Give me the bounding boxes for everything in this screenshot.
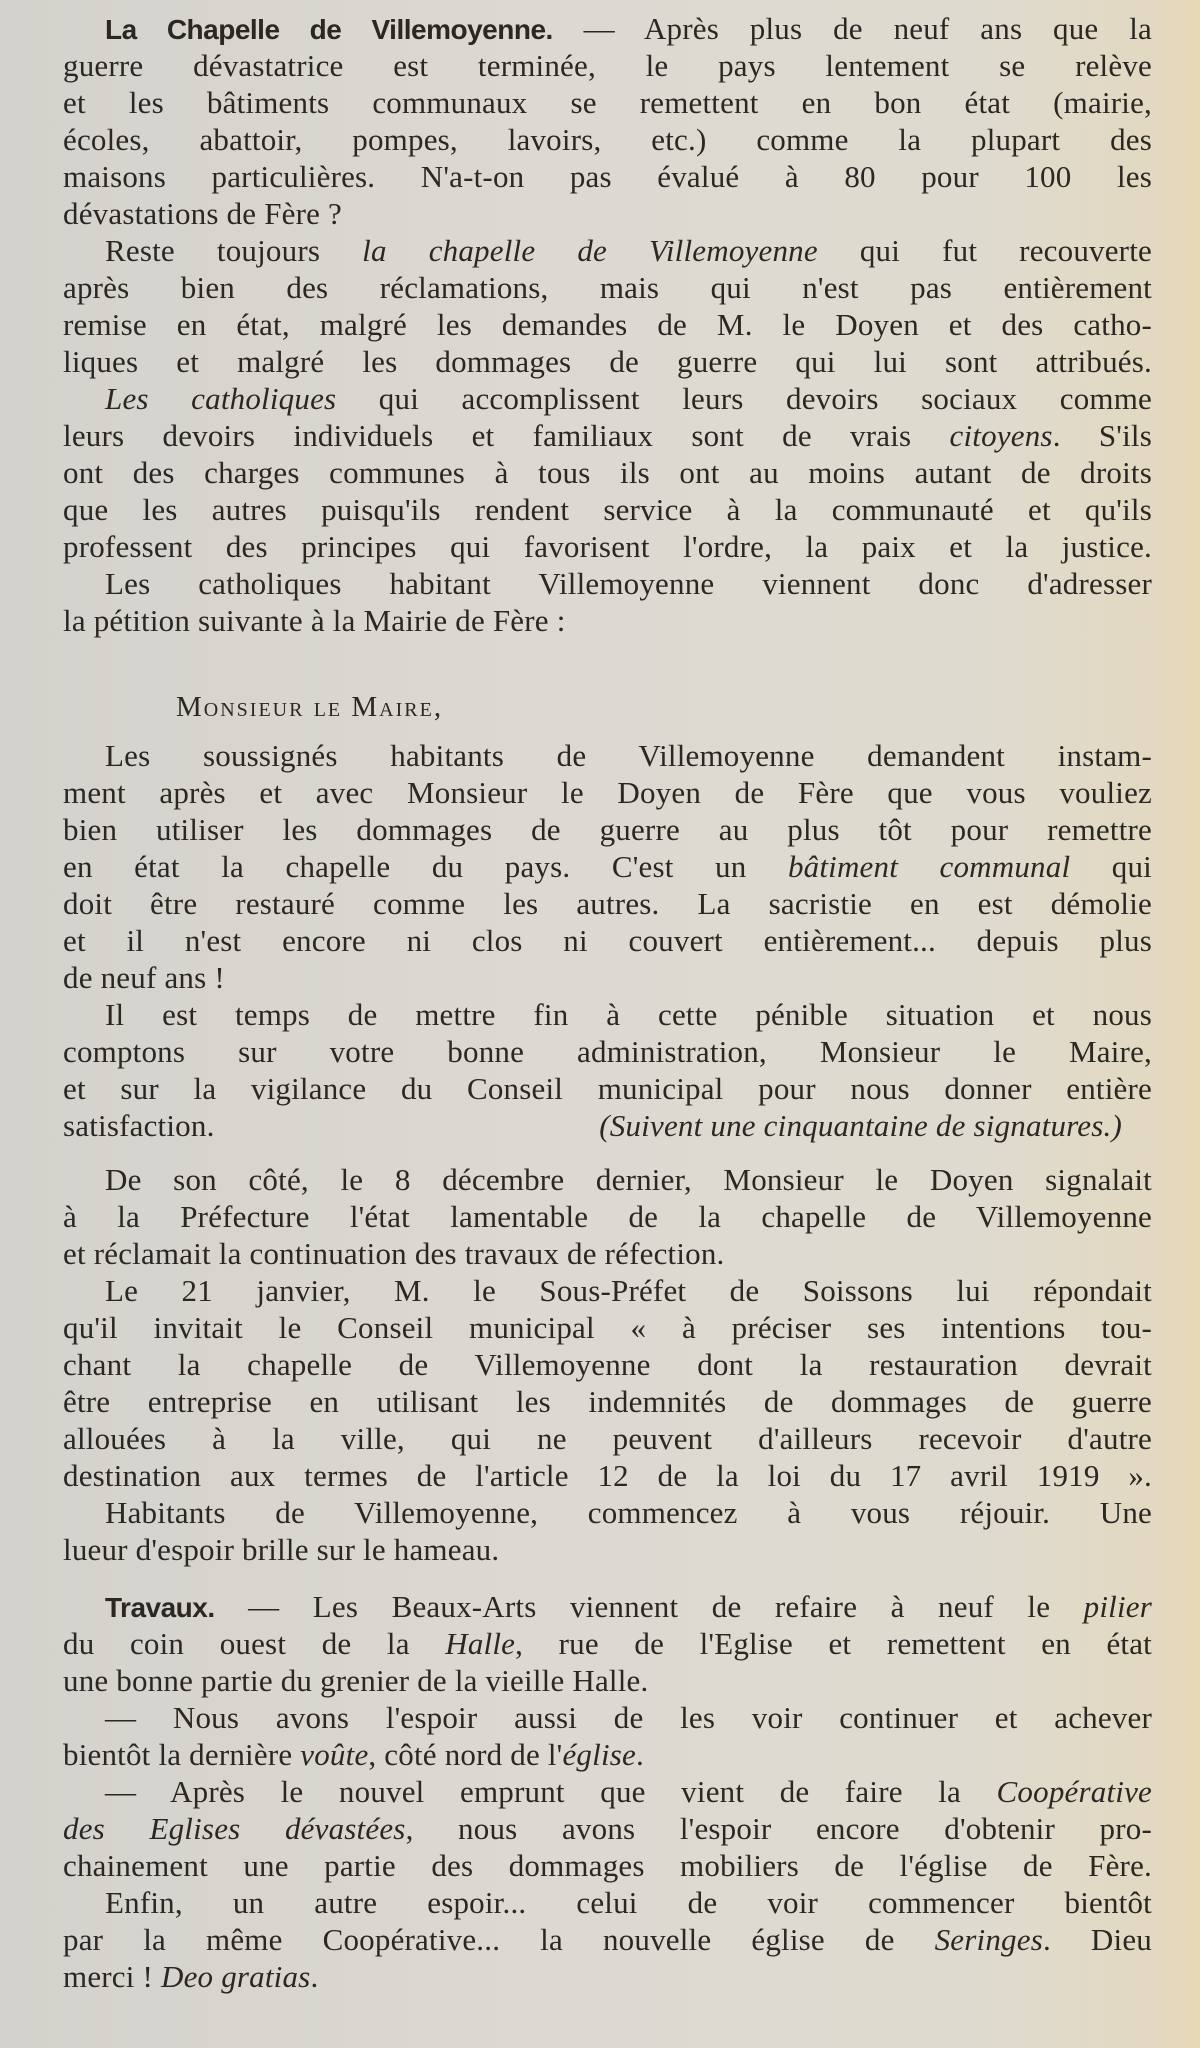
- text-segment: ont des charges communes à tous ils ont au moins autant de droits: [63, 455, 1152, 490]
- text-segment: la pétition suivante à la Mairie de Fère :: [63, 603, 566, 638]
- emphasis-text: des Eglises dévastées: [63, 1811, 406, 1846]
- text-line: [63, 1161, 1152, 1198]
- text-segment: maisons particulières. N'a-t-on pas évalué à 80 pour 100 les: [63, 159, 1152, 194]
- emphasis-text: Les catholiques: [105, 381, 337, 416]
- section-travaux: [63, 1588, 1152, 1995]
- text-line: [63, 343, 1152, 380]
- text-line: [63, 417, 1152, 454]
- text-segment: être entreprise en utilisant les indemnités de dommages de guerre: [63, 1384, 1152, 1419]
- text-segment: après bien des réclamations, mais qui n'est pas entièrement: [63, 270, 1152, 305]
- text-segment: par la même Coopérative... la nouvelle église de: [63, 1922, 935, 1957]
- emphasis-text: bâtiment communal: [787, 849, 1071, 884]
- text-line: [63, 1457, 1152, 1494]
- section-heading: La Chapelle de Villemoyenne.: [105, 14, 553, 45]
- text-segment: — Après le nouvel emprunt que vient de faire la: [105, 1774, 997, 1809]
- emphasis-text: Seringes: [934, 1922, 1043, 1957]
- text-line: [63, 1346, 1152, 1383]
- text-segment: .: [635, 1737, 644, 1772]
- text-line: [63, 1198, 1152, 1235]
- emphasis-text: voûte: [300, 1737, 369, 1772]
- section-prefecture-response: [63, 1161, 1152, 1568]
- text-segment: comptons sur votre bonne administration, Monsieur le Maire,: [63, 1034, 1152, 1069]
- text-line: [63, 454, 1152, 491]
- text-segment: liques et malgré les dommages de guerre qui lui sont attribués.: [63, 344, 1152, 379]
- text-segment: et il n'est encore ni clos ni couvert entièrement... depuis plus: [63, 923, 1152, 958]
- emphasis-text: église: [562, 1737, 636, 1772]
- text-line: [63, 380, 1152, 417]
- text-line: [63, 737, 1152, 774]
- text-line: [63, 1383, 1152, 1420]
- text-line: [63, 1847, 1152, 1884]
- text-line: [63, 1921, 1152, 1958]
- text-segment: que les autres puisqu'ils rendent service à la communauté et qu'ils: [63, 492, 1152, 527]
- text-line: [63, 1309, 1152, 1346]
- text-line: [63, 811, 1152, 848]
- text-line: [63, 1272, 1152, 1309]
- text-line: [63, 885, 1152, 922]
- text-segment: Enfin, un autre espoir... celui de voir commencer bientôt: [105, 1885, 1152, 1920]
- text-segment: chainement une partie des dommages mobiliers de l'église de Fère.: [63, 1848, 1152, 1883]
- text-segment: Le 21 janvier, M. le Sous-Préfet de Soissons lui répondait: [105, 1273, 1152, 1308]
- text-line: [63, 922, 1152, 959]
- emphasis-text: (Suivent une cinquantaine de signatures.): [599, 1108, 1122, 1143]
- text-line: [63, 848, 1152, 885]
- text-segment: bien utiliser les dommages de guerre au plus tôt pour remettre: [63, 812, 1152, 847]
- text-segment: — Nous avons l'espoir aussi de les voir continuer et achever: [105, 1700, 1152, 1735]
- text-segment: allouées à la ville, qui ne peuvent d'ailleurs recevoir d'autre: [63, 1421, 1152, 1456]
- section-petition-letter: [63, 737, 1152, 1144]
- text-segment: — Après plus de neuf ans que la: [552, 11, 1152, 46]
- emphasis-text: citoyens: [949, 418, 1053, 453]
- emphasis-text: Halle: [445, 1626, 516, 1661]
- emphasis-text: Coopérative: [996, 1774, 1152, 1809]
- text-segment: du coin ouest de la: [63, 1626, 446, 1661]
- text-line: [63, 269, 1152, 306]
- text-line: [63, 121, 1152, 158]
- text-segment: guerre dévastatrice est terminée, le pays lentement se relève: [63, 48, 1152, 83]
- text-segment: remise en état, malgré les demandes de M. le Doyen et des catho-: [63, 307, 1152, 342]
- text-line: [63, 565, 1152, 602]
- text-line: [63, 47, 1152, 84]
- text-line: [63, 1420, 1152, 1457]
- text-segment: chant la chapelle de Villemoyenne dont la restauration devrait: [63, 1347, 1152, 1382]
- text-line: [63, 84, 1152, 121]
- text-segment: Habitants de Villemoyenne, commencez à vous réjouir. Une: [105, 1495, 1152, 1530]
- section-chapelle-intro: [63, 10, 1152, 639]
- text-segment: destination aux termes de l'article 12 de la loi du 17 avril 1919 ».: [63, 1458, 1152, 1493]
- text-line: [63, 602, 1152, 639]
- text-segment: bientôt la dernière: [63, 1737, 301, 1772]
- text-line: [63, 1033, 1152, 1070]
- emphasis-text: la chapelle de Villemoyenne: [362, 233, 818, 268]
- text-line: [63, 528, 1152, 565]
- text-line: [63, 1958, 1152, 1995]
- text-segment: qui: [1070, 849, 1152, 884]
- text-segment: en état la chapelle du pays. C'est un: [63, 849, 788, 884]
- text-segment: Il est temps de mettre fin à cette pénible situation et nous: [105, 997, 1152, 1032]
- text-segment: une bonne partie du grenier de la vieille Halle.: [63, 1663, 649, 1698]
- text-segment: . S'ils: [1052, 418, 1152, 453]
- text-line: [63, 195, 1152, 232]
- text-line: [63, 1884, 1152, 1921]
- text-line: [63, 1625, 1152, 1662]
- text-segment: , nous avons l'espoir encore d'obtenir pro-: [405, 1811, 1152, 1846]
- letter-salutation: Monsieur le Maire,: [176, 691, 444, 723]
- text-line: [63, 158, 1152, 195]
- emphasis-text: Deo gratias: [161, 1959, 311, 1994]
- text-line: [63, 1662, 1152, 1699]
- text-segment: .: [310, 1959, 319, 1994]
- text-line: [63, 959, 1152, 996]
- text-segment: — Les Beaux-Arts viennent de refaire à neuf le: [214, 1589, 1084, 1624]
- text-segment: et réclamait la continuation des travaux de réfection.: [63, 1236, 725, 1271]
- text-line: [63, 306, 1152, 343]
- text-line: [63, 1070, 1152, 1107]
- text-line: [63, 1773, 1152, 1810]
- emphasis-text: pilier: [1083, 1589, 1152, 1624]
- text-segment: satisfaction.: [63, 1108, 215, 1143]
- text-line: [63, 774, 1152, 811]
- text-segment: , côté nord de l': [368, 1737, 563, 1772]
- text-segment: dévastations de Fère ?: [63, 196, 342, 231]
- text-segment: qui accomplissent leurs devoirs sociaux comme: [336, 381, 1152, 416]
- text-line: [63, 996, 1152, 1033]
- text-segment: Les soussignés habitants de Villemoyenne demandent instam-: [105, 738, 1152, 773]
- text-line: [63, 1810, 1152, 1847]
- text-segment: De son côté, le 8 décembre dernier, Monsieur le Doyen signalait: [105, 1162, 1152, 1197]
- text-segment: merci !: [63, 1959, 161, 1994]
- text-line: [63, 1588, 1152, 1625]
- text-segment: Reste toujours: [105, 233, 363, 268]
- text-segment: lueur d'espoir brille sur le hameau.: [63, 1532, 500, 1567]
- text-segment: doit être restauré comme les autres. La sacristie en est démolie: [63, 886, 1152, 921]
- text-line: [63, 1235, 1152, 1272]
- text-segment: et sur la vigilance du Conseil municipal pour nous donner entière: [63, 1071, 1152, 1106]
- text-segment: leurs devoirs individuels et familiaux sont de vrais: [63, 418, 950, 453]
- text-segment: et les bâtiments communaux se remettent en bon état (mairie,: [63, 85, 1152, 120]
- text-segment: à la Préfecture l'état lamentable de la chapelle de Villemoyenne: [63, 1199, 1152, 1234]
- text-segment: . Dieu: [1042, 1922, 1152, 1957]
- section-heading: Travaux.: [105, 1592, 215, 1623]
- text-segment: ment après et avec Monsieur le Doyen de Fère que vous vouliez: [63, 775, 1152, 810]
- text-line: [63, 1107, 1152, 1144]
- text-segment: de neuf ans !: [63, 960, 225, 995]
- text-segment: , rue de l'Eglise et remettent en état: [515, 1626, 1152, 1661]
- text-line: [63, 1494, 1152, 1531]
- text-segment: écoles, abattoir, pompes, lavoirs, etc.) comme la plupart des: [63, 122, 1152, 157]
- text-segment: qui fut recouverte: [817, 233, 1152, 268]
- text-line: [63, 1699, 1152, 1736]
- text-segment: Les catholiques habitant Villemoyenne viennent donc d'adresser: [105, 566, 1152, 601]
- text-segment: professent des principes qui favorisent l'ordre, la paix et la justice.: [63, 529, 1152, 564]
- text-segment: qu'il invitait le Conseil municipal « à préciser ses intentions tou-: [63, 1310, 1152, 1345]
- text-line: [63, 491, 1152, 528]
- text-line: [63, 232, 1152, 269]
- text-line: [63, 1736, 1152, 1773]
- text-line: [63, 10, 1152, 47]
- text-line: [63, 1531, 1152, 1568]
